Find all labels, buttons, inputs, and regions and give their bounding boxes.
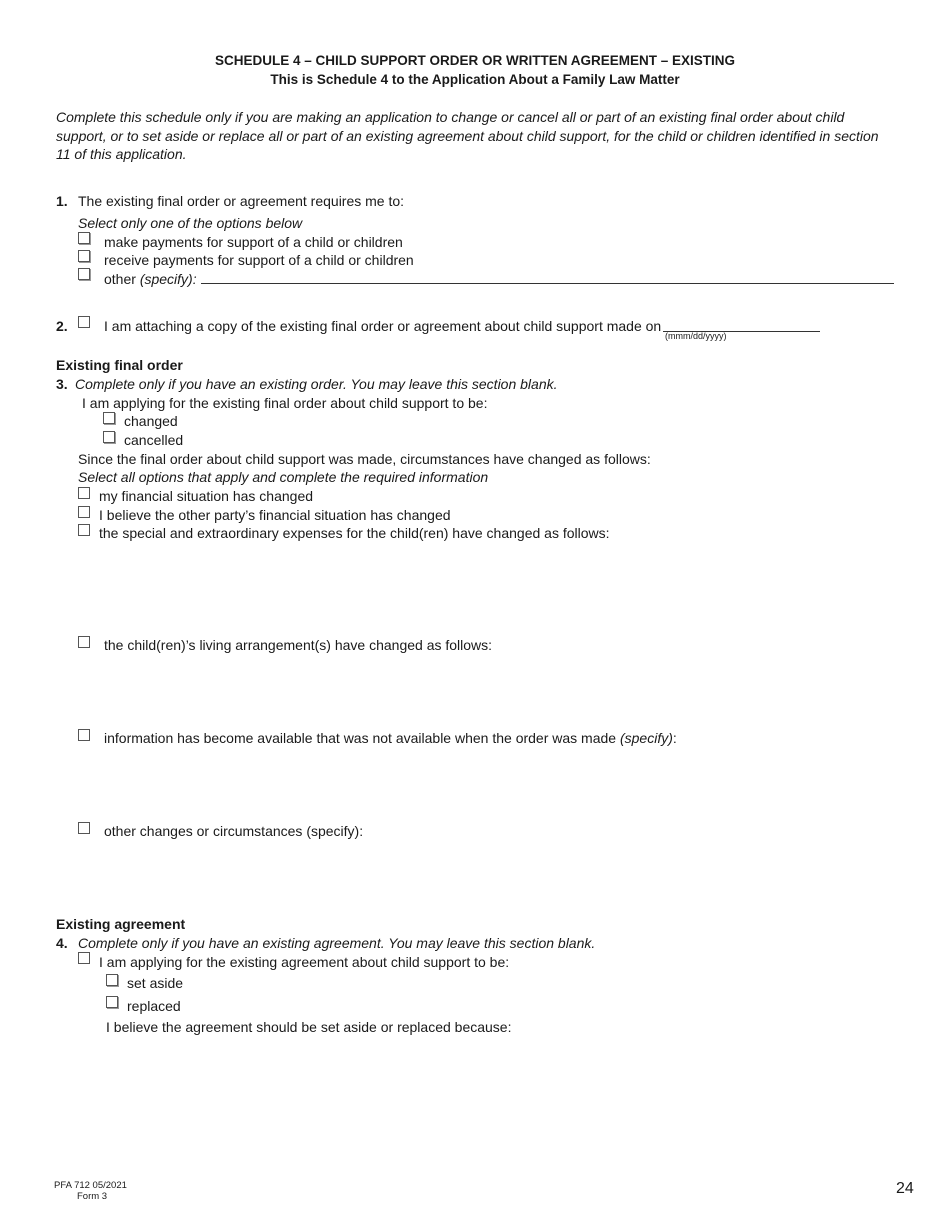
special-expenses-checkbox[interactable] <box>78 524 90 536</box>
my-financial-checkbox[interactable] <box>78 487 90 499</box>
attaching-copy-checkbox[interactable] <box>78 316 90 328</box>
existing-agreement-heading: Existing agreement <box>56 916 186 932</box>
other-option-label <box>104 271 197 287</box>
section1-instruction: Select only one of the options below <box>78 215 303 231</box>
other-party-financial-checkbox[interactable] <box>78 506 90 518</box>
circumstances-changed-text: Since the final order about child support was made, circumstances have changed as follows: <box>78 451 651 467</box>
existing-final-order-heading: Existing final order <box>56 357 183 373</box>
new-information-label <box>104 730 677 746</box>
other-specify-text: (specify): <box>139 271 197 287</box>
set-aside-checkbox[interactable] <box>106 974 118 986</box>
set-aside-label: set aside <box>127 975 184 991</box>
schedule-subtitle: This is Schedule 4 to the Application About a Family Law Matter <box>270 72 680 87</box>
new-information-colon: : <box>672 730 677 746</box>
agreement-applying-label: I am applying for the existing agreement about child support to be: <box>99 954 510 970</box>
cancelled-label: cancelled <box>124 432 184 448</box>
new-information-checkbox[interactable] <box>78 729 90 741</box>
section2-number: 2. <box>56 318 68 334</box>
replaced-checkbox[interactable] <box>106 996 118 1008</box>
section3-number: 3. <box>56 376 68 392</box>
living-arrangements-label: the child(ren)’s living arrangement(s) have changed as follows: <box>104 637 493 653</box>
replaced-label: replaced <box>127 998 181 1014</box>
changed-checkbox[interactable] <box>103 412 115 424</box>
cancelled-checkbox[interactable] <box>103 431 115 443</box>
new-information-specify: (specify) <box>619 730 673 746</box>
other-changes-label: other changes or circumstances (specify): <box>104 823 364 839</box>
section4-number: 4. <box>56 935 68 951</box>
section1-number: 1. <box>56 193 68 209</box>
my-financial-label: my financial situation has changed <box>99 488 314 504</box>
receive-payments-label: receive payments for support of a child or children <box>104 252 414 268</box>
living-arrangements-checkbox[interactable] <box>78 636 90 648</box>
section3-instruction: Complete only if you have an existing order. You may leave this section blank. <box>75 376 558 392</box>
page-number: 24 <box>896 1180 914 1197</box>
intro-text: Complete this schedule only if you are making an application to change or cancel all or part of an existing final order about child support, or to set aside or replace all or part of an existing agreement about child support, for the child or children identified in section 11 of this application. <box>56 109 879 162</box>
agreement-applying-checkbox[interactable] <box>78 952 90 964</box>
section4-instruction: Complete only if you have an existing agreement. You may leave this section blank. <box>78 935 596 951</box>
form-code: PFA 712 05/2021 <box>54 1180 127 1191</box>
order-applying-text: I am applying for the existing final order about child support to be: <box>82 395 488 411</box>
set-aside-reason-text: I believe the agreement should be set aside or replaced because: <box>106 1019 512 1035</box>
changed-label: changed <box>124 413 178 429</box>
other-changes-checkbox[interactable] <box>78 822 90 834</box>
other-specify-field[interactable] <box>201 283 894 284</box>
section2-text: I am attaching a copy of the existing final order or agreement about child support made on <box>104 318 662 334</box>
other-party-financial-label: I believe the other party’s financial situation has changed <box>99 507 451 523</box>
select-all-instruction: Select all options that apply and complete the required information <box>78 469 489 485</box>
other-option-checkbox[interactable] <box>78 268 90 280</box>
receive-payments-checkbox[interactable] <box>78 250 90 262</box>
special-expenses-label: the special and extraordinary expenses for the child(ren) have changed as follows: <box>99 525 610 541</box>
schedule-title: SCHEDULE 4 – CHILD SUPPORT ORDER OR WRITTEN AGREEMENT – EXISTING <box>214 53 736 68</box>
make-payments-label: make payments for support of a child or children <box>104 234 403 250</box>
other-label-text: other <box>104 271 140 287</box>
form-number: Form 3 <box>77 1191 108 1202</box>
section1-text: The existing final order or agreement requires me to: <box>78 193 405 209</box>
date-format-hint: (mmm/dd/yyyy) <box>665 331 727 341</box>
new-information-text: information has become available that was not available when the order was made <box>104 730 620 746</box>
make-payments-checkbox[interactable] <box>78 232 90 244</box>
